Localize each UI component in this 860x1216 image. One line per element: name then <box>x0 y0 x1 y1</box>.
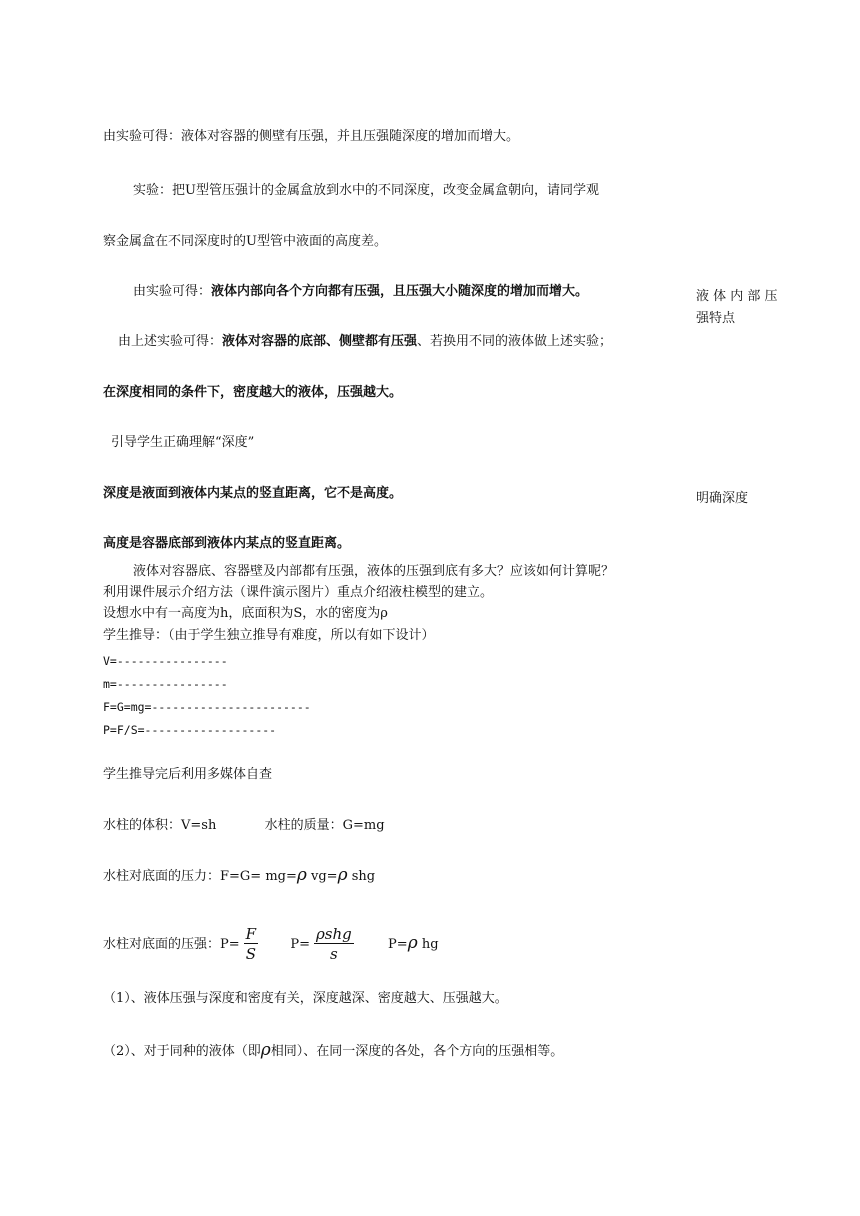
text-line <box>103 817 385 835</box>
derivation-line: V=---------------- <box>103 654 228 668</box>
text-segment: （2）、对于同种的液体（即 <box>103 1044 261 1059</box>
text-line: 设想水中有一高度为h，底面积为S，水的密度为ρ <box>103 606 388 621</box>
text-segment: 水柱对底面的压力：F=G= mg= <box>103 869 297 884</box>
text-segment: 由实验可得： <box>133 284 212 299</box>
text-segment: 水柱对底面的压强：P= <box>103 937 240 952</box>
text-line: 利用课件展示介绍方法（课件演示图片）重点介绍液柱模型的建立。 <box>103 585 494 600</box>
text-segment: P= <box>388 937 408 952</box>
rho-symbol: ρ <box>260 1040 271 1060</box>
formula-line <box>103 922 439 966</box>
text-segment: P= <box>290 937 310 952</box>
rule-1: （1）、液体压强与深度和密度有关，深度越深、密度越大、压强越大。 <box>103 991 508 1006</box>
text-segment: 相同）、在同一深度的各处，各个方向的压强相等。 <box>270 1044 564 1059</box>
text-line: 实验：把U型管压强计的金属盒放到水中的不同深度，改变金属盒朝向，请同学观 <box>133 183 599 198</box>
derivation-line: m=---------------- <box>103 677 228 691</box>
bold-conclusion: 液体内部向各个方向都有压强，且压强大小随深度的增加而增大。 <box>211 284 589 299</box>
text-segment: 、若换用不同的液体做上述实验； <box>417 334 613 349</box>
text-segment: hg <box>417 937 439 952</box>
text-line: 学生推导：（由于学生独立推导有难度，所以有如下设计） <box>103 628 435 643</box>
derivation-line: F=G=mg=----------------------- <box>103 700 311 714</box>
definition-depth: 深度是液面到液体内某点的竖直距离，它不是高度。 <box>103 486 403 501</box>
margin-note-depth: 明确深度 <box>696 491 749 506</box>
bold-conclusion: 在深度相同的条件下，密度越大的液体，压强越大。 <box>103 385 403 400</box>
text-line: 学生推导完后利用多媒体自查 <box>103 767 273 782</box>
text-segment: vg= <box>306 869 338 884</box>
text-line: 引导学生正确理解“深度” <box>111 435 255 450</box>
fraction-denominator: s <box>330 945 338 963</box>
fraction-f-over-s <box>244 925 258 964</box>
text-segment: 水柱的体积：V=sh <box>103 818 217 833</box>
fraction-numerator: F <box>245 925 257 943</box>
rho-symbol: ρ <box>296 865 307 885</box>
text-line <box>118 333 612 351</box>
text-segment: shg <box>347 869 376 884</box>
fraction-numerator: ρshg <box>315 925 352 943</box>
formula-line <box>103 866 375 886</box>
fraction-denominator: S <box>245 945 256 963</box>
margin-note-line: 液 体 内 部 压 <box>696 289 778 304</box>
text-line <box>133 283 588 301</box>
text-line: 察金属盒在不同深度时的U型管中液面的高度差。 <box>103 234 387 249</box>
text-line: 由实验可得：液体对容器的侧壁有压强，并且压强随深度的增加而增大。 <box>103 129 520 144</box>
margin-note-line: 强特点 <box>696 311 736 326</box>
text-segment: 水柱的质量：G=mg <box>264 818 385 833</box>
margin-note-liquid-pressure <box>696 286 778 330</box>
text-line: 液体对容器底、容器壁及内部都有压强，液体的压强到底有多大？应该如何计算呢？ <box>133 564 615 579</box>
rho-symbol: ρ <box>407 933 418 953</box>
fraction-rhoshg-over-s <box>314 925 354 964</box>
derivation-line: P=F/S=------------------- <box>103 723 277 737</box>
bold-conclusion: 液体对容器的底部、侧壁都有压强 <box>222 334 418 349</box>
definition-height: 高度是容器底部到液体内某点的竖直距离。 <box>103 536 351 551</box>
rho-symbol: ρ <box>337 865 348 885</box>
text-segment: 由上述实验可得： <box>118 334 223 349</box>
rule-2 <box>103 1041 563 1061</box>
